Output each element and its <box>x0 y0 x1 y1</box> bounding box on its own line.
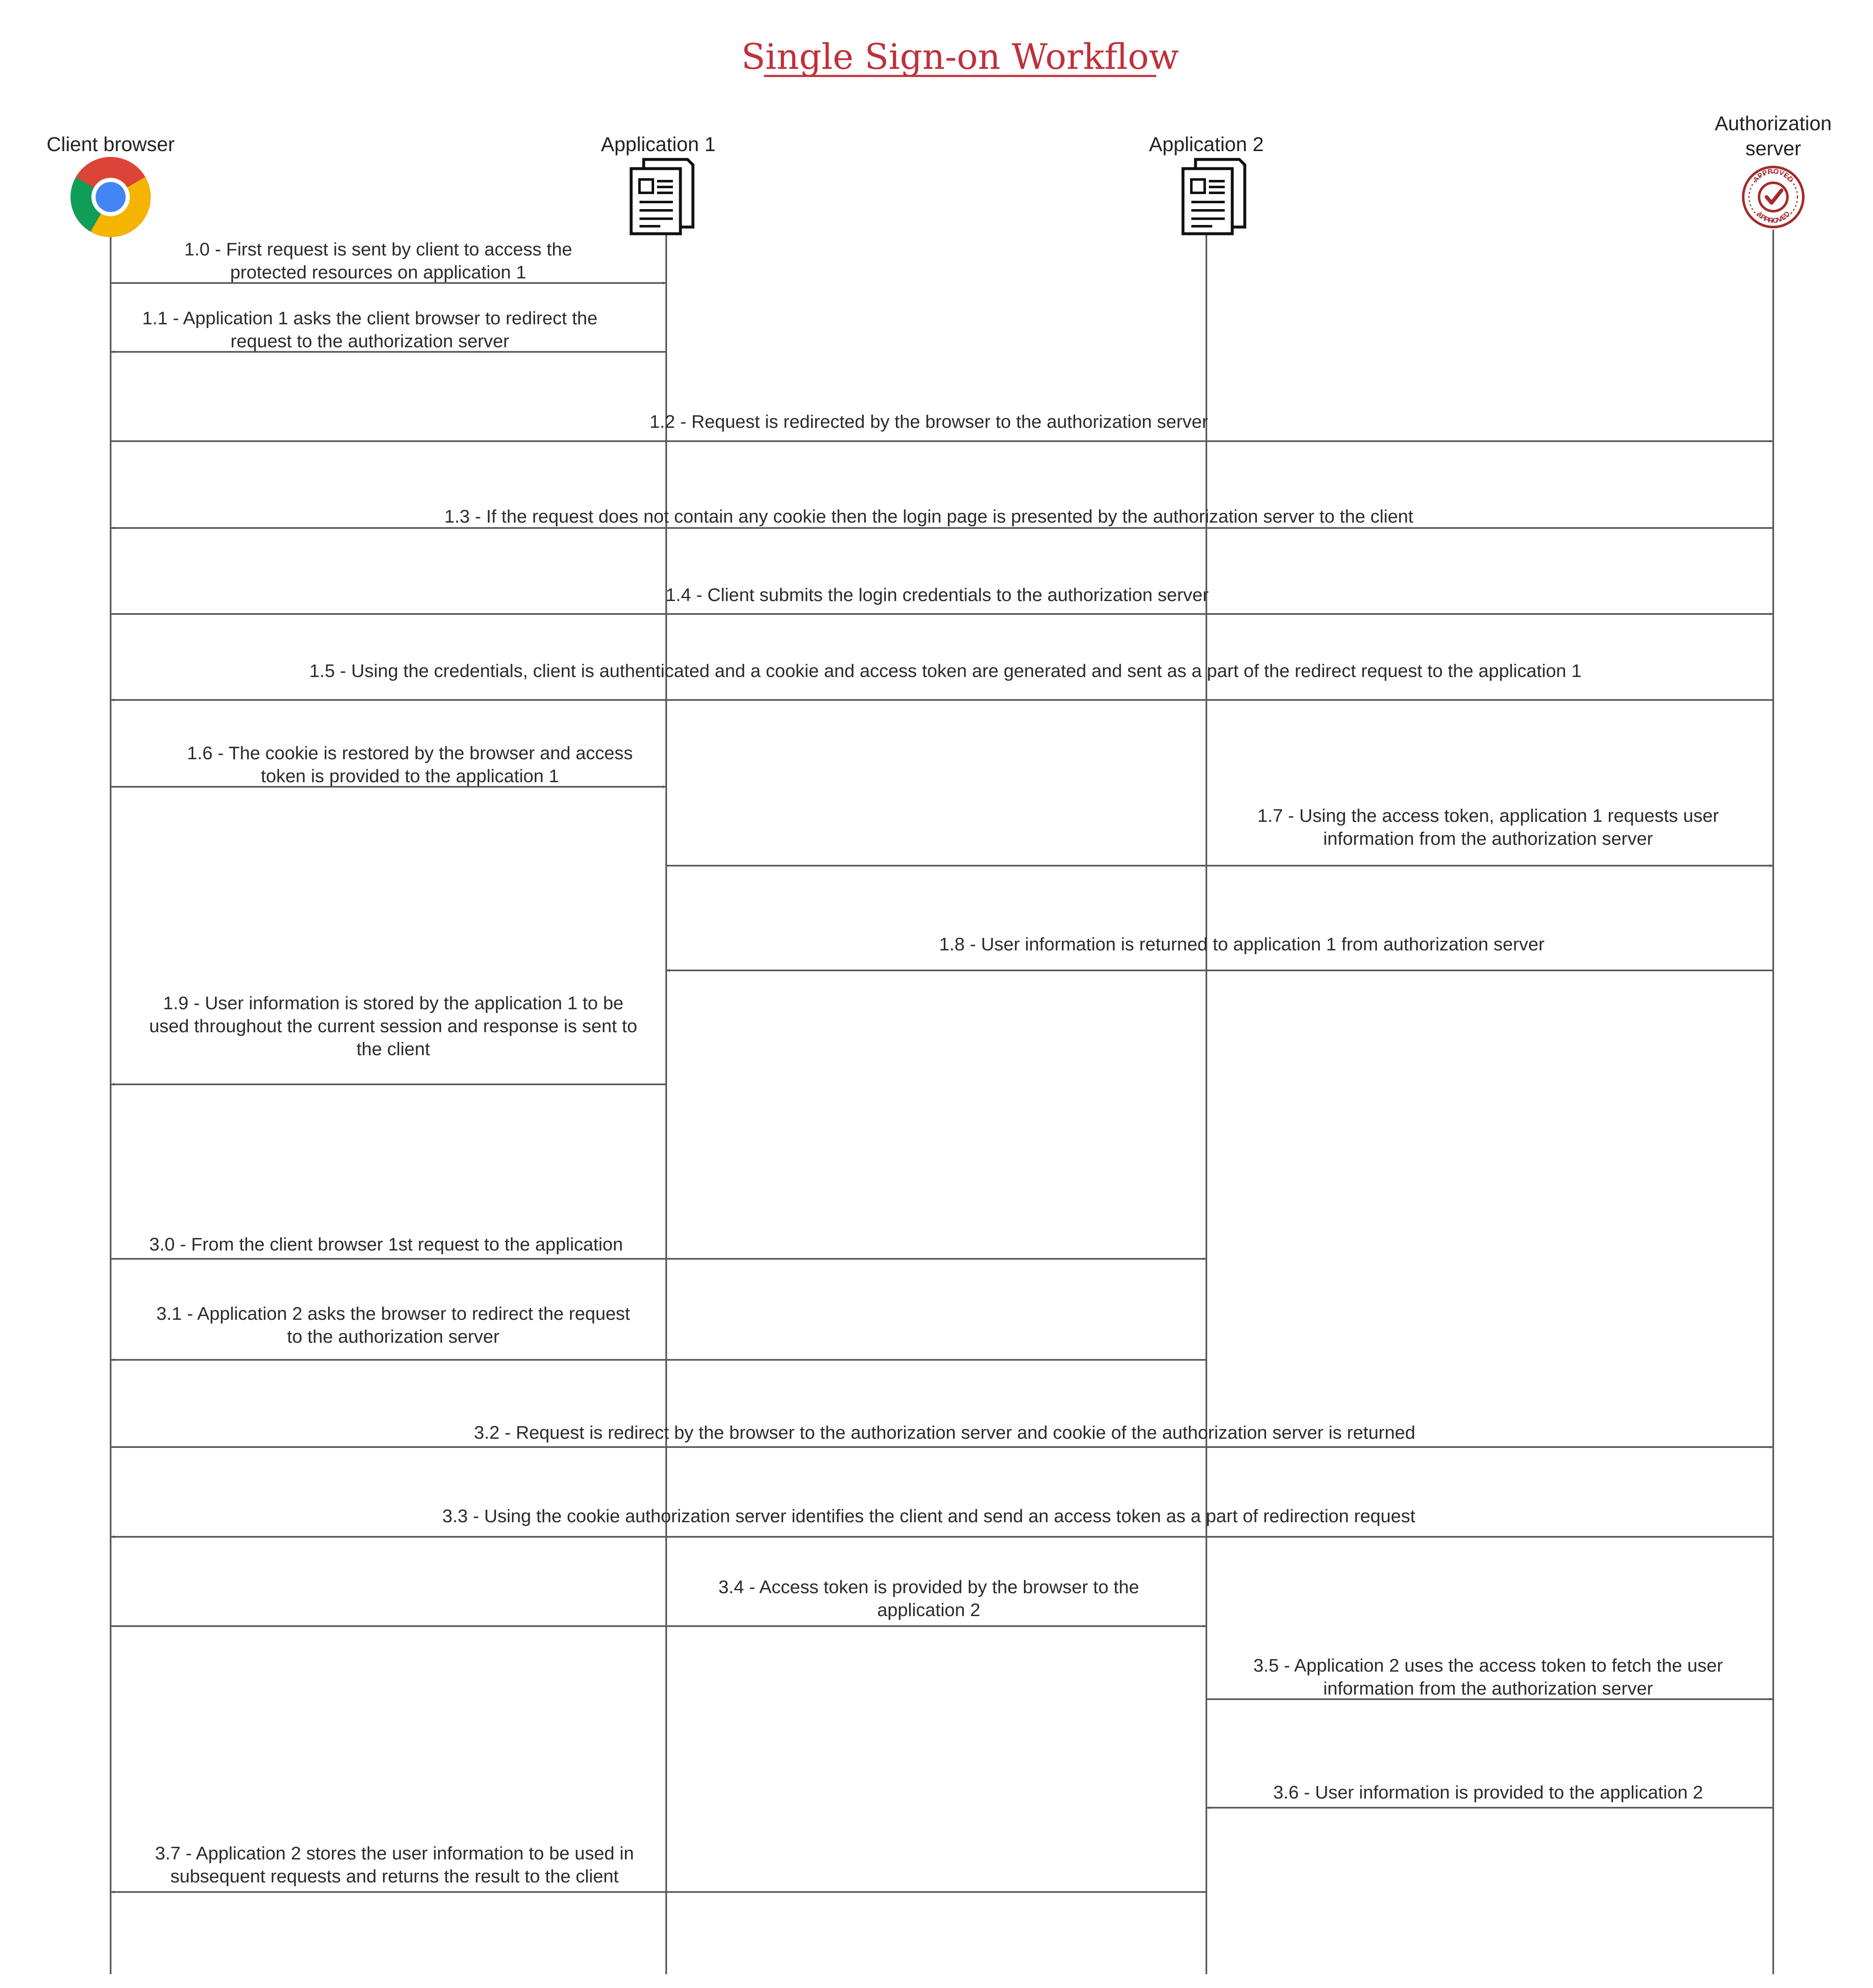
message-label: 1.6 - The cookie is restored by the browser and access <box>187 743 633 763</box>
message-3.4 <box>111 1577 1206 1626</box>
participant-label-app2: Application 2 <box>1149 134 1264 156</box>
chrome-browser-icon <box>71 157 151 237</box>
message-label: 3.5 - Application 2 uses the access token to fetch the user <box>1253 1655 1723 1676</box>
message-label: application 2 <box>877 1600 981 1620</box>
message-1.5 <box>111 661 1773 700</box>
message-label: 3.0 - From the client browser 1st request to the application <box>149 1234 623 1255</box>
participant-labels <box>47 113 1832 160</box>
messages <box>111 239 1773 1892</box>
message-3.6 <box>1207 1782 1773 1808</box>
message-3.5 <box>1206 1655 1772 1699</box>
message-label: information from the authorization server <box>1323 829 1653 849</box>
participant-label-auth: server <box>1745 138 1801 160</box>
message-1.6 <box>111 743 665 787</box>
participant-label-client: Client browser <box>46 134 175 156</box>
message-1.7 <box>666 806 1772 866</box>
message-1.9 <box>111 993 666 1084</box>
message-label: 1.9 - User information is stored by the application 1 to be <box>163 993 624 1013</box>
message-label: 1.0 - First request is sent by client to access the <box>184 239 572 260</box>
message-3.2 <box>111 1422 1772 1447</box>
message-label: used throughout the current session and response is sent to <box>149 1016 637 1036</box>
document-icon <box>1183 159 1245 234</box>
message-1.0 <box>111 239 665 283</box>
message-1.1 <box>111 308 666 352</box>
message-label: subsequent requests and returns the result to the client <box>170 1866 619 1887</box>
message-label: 3.1 - Application 2 asks the browser to redirect the request <box>156 1303 630 1324</box>
message-1.8 <box>667 934 1773 970</box>
diagram-title <box>741 36 1179 77</box>
message-1.2 <box>111 412 1772 441</box>
message-3.1 <box>111 1303 1206 1360</box>
participant-label-app1: Application 1 <box>601 134 716 156</box>
approved-stamp-icon <box>1743 167 1803 227</box>
message-label: 3.6 - User information is provided to the application 2 <box>1273 1782 1703 1803</box>
stamp-text-top: APPROVED <box>1751 167 1795 184</box>
message-label: protected resources on application 1 <box>230 262 526 283</box>
message-3.7 <box>111 1843 1206 1892</box>
document-icon <box>631 159 693 234</box>
message-label: token is provided to the application 1 <box>260 766 559 786</box>
message-label: 3.7 - Application 2 stores the user information to be used in <box>155 1843 634 1864</box>
message-label: 3.3 - Using the cookie authorization server identifies the client and send an access token as a part of redirection request <box>442 1506 1415 1526</box>
message-label: 3.2 - Request is redirect by the browser to the authorization server and cookie of the authorization server is returned <box>474 1422 1415 1443</box>
message-label: 1.4 - Client submits the login credentials to the authorization server <box>665 585 1209 605</box>
message-3.0 <box>111 1234 1206 1259</box>
message-label: 1.5 - Using the credentials, client is authenticated and a cookie and access token are generated and sent as a part of the redirect request to the application 1 <box>309 661 1582 681</box>
message-label: request to the authorization server <box>230 331 509 351</box>
title-text: Single Sign-on Workflow <box>741 36 1179 77</box>
message-label: 3.4 - Access token is provided by the browser to the <box>718 1577 1139 1597</box>
message-label: 1.3 - If the request does not contain any cookie then the login page is presented by the authorization server to the client <box>444 506 1413 527</box>
message-label: 1.2 - Request is redirected by the browser to the authorization server <box>650 412 1208 432</box>
message-label: to the authorization server <box>287 1326 500 1347</box>
stamp-text-bottom: APPROVED <box>1755 210 1792 225</box>
participant-label-auth: Authorization <box>1714 113 1832 135</box>
message-label: 1.1 - Application 1 asks the client browser to redirect the <box>142 308 598 328</box>
message-label: the client <box>356 1039 430 1059</box>
message-label: information from the authorization server <box>1323 1678 1653 1699</box>
message-1.3 <box>111 506 1773 528</box>
message-1.4 <box>111 585 1772 614</box>
message-label: 1.7 - Using the access token, application 1 requests user <box>1257 806 1719 826</box>
message-3.3 <box>111 1506 1773 1537</box>
message-label: 1.8 - User information is returned to application 1 from authorization server <box>939 934 1545 955</box>
